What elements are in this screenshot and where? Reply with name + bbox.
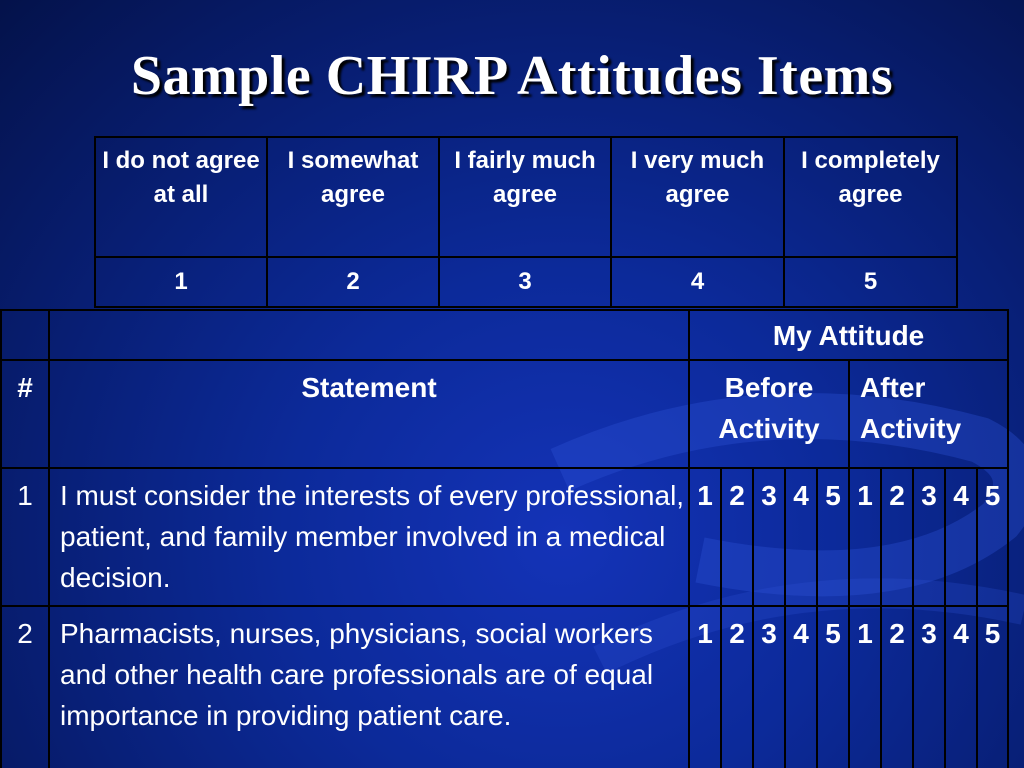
after-rating-3[interactable]: 3	[913, 468, 945, 606]
header-blank-index	[1, 310, 49, 360]
before-activity-header: Before Activity	[689, 360, 849, 468]
before-rating-1[interactable]: 1	[689, 606, 721, 768]
attitudes-table	[0, 309, 1009, 768]
scale-label-5: I completely agree	[784, 137, 957, 257]
scale-label-1: I do not agree at all	[95, 137, 267, 257]
after-rating-4[interactable]: 4	[945, 468, 977, 606]
rating-scale-table	[94, 136, 958, 308]
scale-value-2: 2	[267, 257, 439, 307]
before-rating-2[interactable]: 2	[721, 468, 753, 606]
after-rating-1[interactable]: 1	[849, 468, 881, 606]
after-rating-1[interactable]: 1	[849, 606, 881, 768]
statement-header: Statement	[49, 360, 689, 468]
before-rating-2[interactable]: 2	[721, 606, 753, 768]
table-row	[1, 606, 1008, 768]
scale-value-3: 3	[439, 257, 611, 307]
after-rating-4[interactable]: 4	[945, 606, 977, 768]
row-index: 2	[1, 606, 49, 768]
before-rating-4[interactable]: 4	[785, 468, 817, 606]
table-row	[1, 468, 1008, 606]
index-header: #	[1, 360, 49, 468]
scale-label-3: I fairly much agree	[439, 137, 611, 257]
header-blank-statement	[49, 310, 689, 360]
after-rating-5[interactable]: 5	[977, 606, 1008, 768]
my-attitude-header: My Attitude	[689, 310, 1008, 360]
scale-value-1: 1	[95, 257, 267, 307]
before-rating-1[interactable]: 1	[689, 468, 721, 606]
before-rating-3[interactable]: 3	[753, 468, 785, 606]
before-rating-5[interactable]: 5	[817, 468, 849, 606]
page-title: Sample CHIRP Attitudes Items	[130, 45, 894, 107]
row-index: 1	[1, 468, 49, 606]
scale-value-5: 5	[784, 257, 957, 307]
after-rating-5[interactable]: 5	[977, 468, 1008, 606]
before-rating-3[interactable]: 3	[753, 606, 785, 768]
before-rating-5[interactable]: 5	[817, 606, 849, 768]
scale-label-2: I somewhat agree	[267, 137, 439, 257]
scale-label-4: I very much agree	[611, 137, 784, 257]
after-rating-3[interactable]: 3	[913, 606, 945, 768]
row-statement: I must consider the interests of every professional, patient, and family member involved in a medical decision.	[49, 468, 689, 606]
after-rating-2[interactable]: 2	[881, 468, 913, 606]
before-rating-4[interactable]: 4	[785, 606, 817, 768]
scale-value-4: 4	[611, 257, 784, 307]
after-activity-header: After Activity	[849, 360, 1008, 468]
row-statement: Pharmacists, nurses, physicians, social workers and other health care professionals are of equal importance in providing patient care.	[49, 606, 689, 768]
after-rating-2[interactable]: 2	[881, 606, 913, 768]
